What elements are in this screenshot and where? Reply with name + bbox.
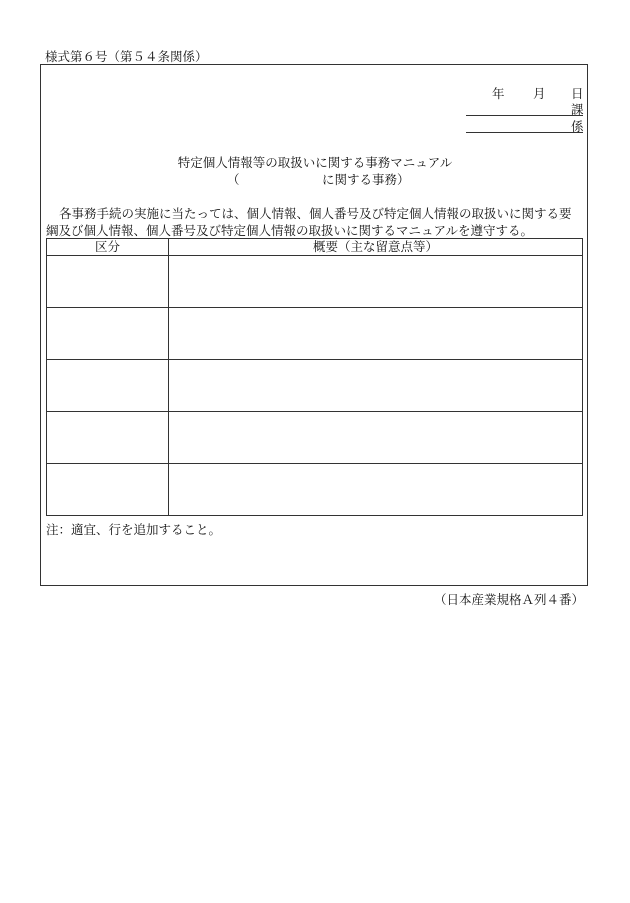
category-cell bbox=[47, 464, 169, 516]
summary-cell bbox=[169, 256, 583, 308]
summary-cell bbox=[169, 360, 583, 412]
table-row bbox=[47, 256, 583, 308]
header-summary: 概要（主な留意点等） bbox=[169, 239, 583, 256]
table-row bbox=[47, 308, 583, 360]
paper-size-note: （日本産業規格Ａ列４番） bbox=[434, 592, 585, 607]
table-row bbox=[47, 412, 583, 464]
table-row bbox=[47, 464, 583, 516]
subtitle-text: に関する事務） bbox=[322, 172, 410, 187]
intro-line-1: 各事務手続の実施に当たっては、個人情報、個人番号及び特定個人情報の取扱いに関する要 bbox=[59, 206, 572, 221]
category-cell bbox=[47, 256, 169, 308]
subtitle-open-paren: （ bbox=[227, 172, 240, 187]
intro-line-2: 綱及び個人情報、個人番号及び特定個人情報の取扱いに関するマニュアルを遵守する。 bbox=[46, 223, 534, 238]
category-cell bbox=[47, 412, 169, 464]
table-header-row bbox=[47, 239, 583, 256]
document-title: 特定個人情報等の取扱いに関する事務マニュアル bbox=[177, 155, 453, 170]
header-category: 区分 bbox=[47, 239, 169, 256]
subsection-label: 係 bbox=[571, 119, 584, 134]
note-text: 注：適宜、行を追加すること。 bbox=[46, 522, 222, 537]
section-label: 課 bbox=[571, 102, 584, 117]
date-month-label: 月 bbox=[533, 86, 546, 101]
date-day-label: 日 bbox=[571, 86, 584, 101]
manual-table bbox=[46, 238, 583, 516]
summary-cell bbox=[169, 412, 583, 464]
subsection-line bbox=[466, 132, 583, 133]
summary-cell bbox=[169, 308, 583, 360]
category-cell bbox=[47, 308, 169, 360]
section-line bbox=[466, 115, 583, 116]
intro-paragraph bbox=[46, 205, 572, 239]
category-cell bbox=[47, 360, 169, 412]
summary-cell bbox=[169, 464, 583, 516]
table-row bbox=[47, 360, 583, 412]
date-year-label: 年 bbox=[492, 86, 505, 101]
form-number-label: 様式第６号（第５４条関係） bbox=[45, 49, 208, 64]
